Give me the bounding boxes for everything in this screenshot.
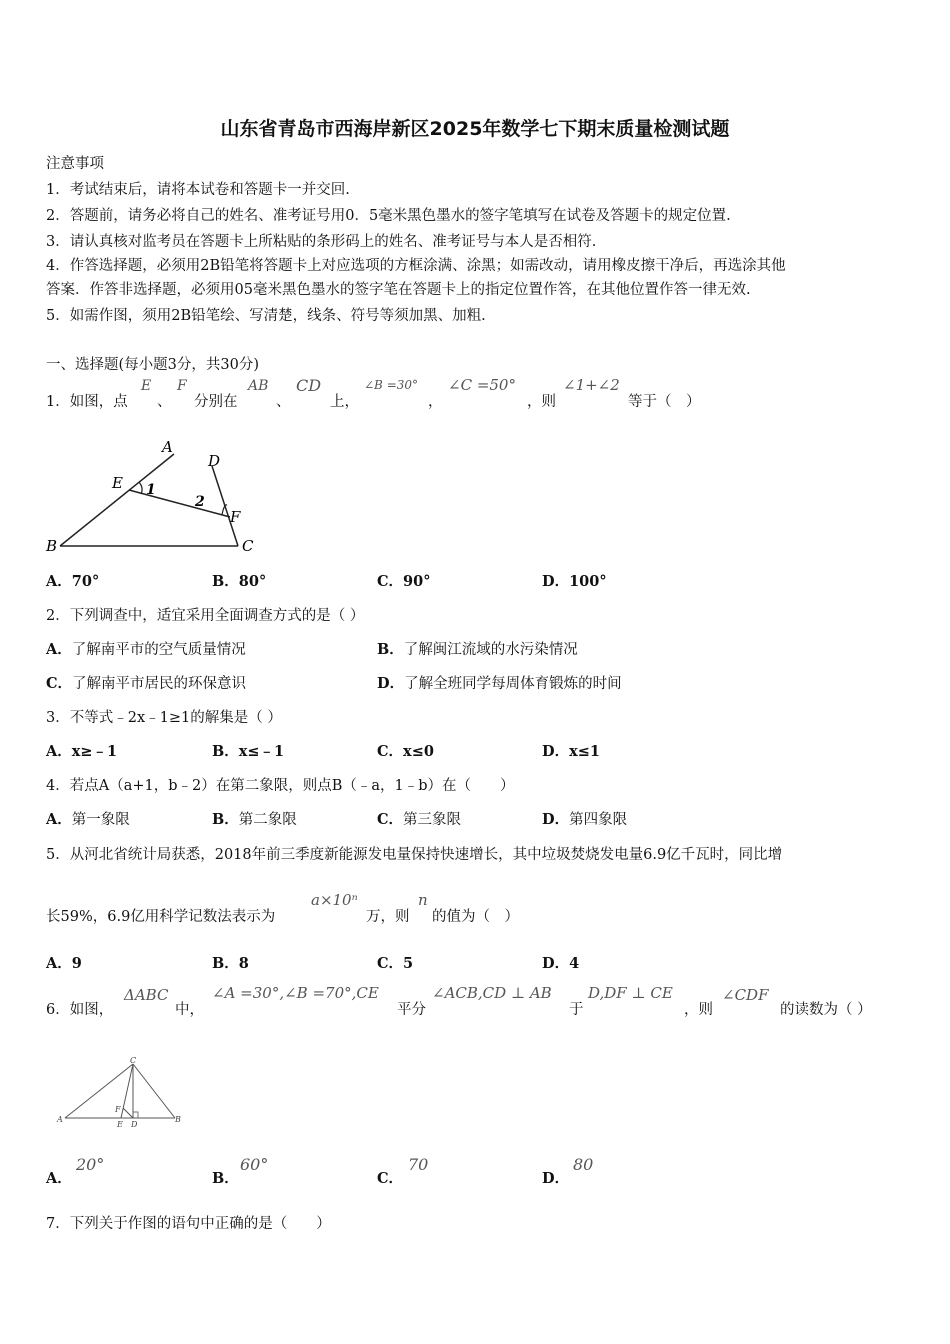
section-heading: 一、选择题(每小题3分，共30分) xyxy=(46,357,259,373)
q3-option-c[interactable]: C．x≤0 xyxy=(377,743,434,760)
q5-stem-part: 万，则 xyxy=(366,909,410,925)
label-angle-2: 2 xyxy=(195,494,205,510)
line-ab xyxy=(60,454,174,546)
q2-option-c[interactable]: C．了解南平市居民的环保意识 xyxy=(46,675,247,692)
q6-option-a-value[interactable]: 20° xyxy=(76,1155,105,1174)
label-e: E xyxy=(117,1120,123,1129)
q6-stem-part: ，则 xyxy=(684,1002,713,1018)
q6-option-d-value[interactable]: 80 xyxy=(573,1155,594,1174)
q4-option-d[interactable]: D．第四象限 xyxy=(542,811,628,828)
label-b: B xyxy=(175,1115,181,1124)
q1-figure xyxy=(40,432,270,556)
q6-condition-3: D,DF ⊥ CE xyxy=(588,984,673,1002)
q4-option-a[interactable]: A．第一象限 xyxy=(46,811,130,828)
q3-stem: 3．不等式﹣2x﹣1≥1的解集是（ ） xyxy=(46,710,282,726)
q1-sep: 、 xyxy=(157,394,172,410)
label-a: A xyxy=(57,1115,63,1124)
q1-segment-ab: AB xyxy=(248,378,269,394)
notice-item: 5．如需作图，须用2B铅笔绘、写清楚，线条、符号等须加黑、加粗. xyxy=(46,308,486,324)
label-a: A xyxy=(162,438,173,456)
q1-point-e: E xyxy=(141,378,152,394)
q6-triangle: ΔABC xyxy=(124,986,169,1004)
q1-stem-part: 分别在 xyxy=(194,394,238,410)
line-df xyxy=(123,1108,133,1118)
q5-option-b[interactable]: B．8 xyxy=(212,955,249,972)
q4-option-c[interactable]: C．第三象限 xyxy=(377,811,462,828)
page-title: 山东省青岛市西海岸新区2025年数学七下期末质量检测试题 xyxy=(220,118,730,140)
label-e: E xyxy=(112,474,123,492)
q5-var-n: n xyxy=(418,891,428,909)
q2-option-d[interactable]: D．了解全班同学每周体育锻炼的时间 xyxy=(377,675,622,692)
q1-angle-c: ∠C =50° xyxy=(448,376,516,394)
q6-option-a-label[interactable]: A． xyxy=(46,1170,72,1187)
q5-option-d[interactable]: D．4 xyxy=(542,955,580,972)
notice-item: 2．答题前，请务必将自己的姓名、准考证号用0．5毫米黑色墨水的签字笔填写在试卷及答题卡的规定位置. xyxy=(46,208,731,224)
q6-option-c-value[interactable]: 70 xyxy=(408,1155,429,1174)
q1-stem-part: 上， xyxy=(330,394,359,410)
label-angle-1: 1 xyxy=(146,482,156,498)
q6-stem-part: 6．如图， xyxy=(46,1002,114,1018)
q1-point-f: F xyxy=(177,378,187,394)
q7-stem: 7．下列关于作图的语句中正确的是（ ） xyxy=(46,1216,331,1232)
q1-stem-part: 1．如图，点 xyxy=(46,394,128,410)
q1-option-b[interactable]: B．80° xyxy=(212,573,267,590)
q5-option-a[interactable]: A．9 xyxy=(46,955,82,972)
line-bc xyxy=(133,1064,175,1118)
q1-option-c[interactable]: C．90° xyxy=(377,573,431,590)
label-d: D xyxy=(131,1120,138,1129)
q1-segment-cd: CD xyxy=(296,376,322,395)
q1-stem-part: 等于（ ） xyxy=(628,394,701,410)
q6-option-b-value[interactable]: 60° xyxy=(240,1155,269,1174)
q5-expression: a×10ⁿ xyxy=(311,891,358,909)
q6-option-c-label[interactable]: C． xyxy=(377,1170,404,1187)
line-ef xyxy=(129,490,230,517)
q1-option-a[interactable]: A．70° xyxy=(46,573,100,590)
q6-stem-part: 平分 xyxy=(397,1002,426,1018)
q2-stem: 2．下列调查中，适宜采用全面调查方式的是（ ） xyxy=(46,608,365,624)
q3-option-a[interactable]: A．x≥﹣1 xyxy=(46,743,118,760)
notice-item: 3．请认真核对监考员在答题卡上所粘贴的条形码上的姓名、准考证号与本人是否相符. xyxy=(46,234,597,250)
notice-heading: 注意事项 xyxy=(46,156,104,172)
q5-option-c[interactable]: C．5 xyxy=(377,955,414,972)
q5-stem-line1: 5．从河北省统计局获悉，2018年前三季度新能源发电量保持快速增长，其中垃圾焚烧发电量6.9亿千瓦时，同比增 xyxy=(46,847,783,863)
notice-item: 1．考试结束后，请将本试卷和答题卡一并交回. xyxy=(46,182,350,198)
q1-stem-part: ，则 xyxy=(527,394,556,410)
label-b: B xyxy=(46,537,58,555)
q1-angle-b: ∠B =30° xyxy=(364,378,419,392)
q6-option-d-label[interactable]: D． xyxy=(542,1170,570,1187)
q4-stem: 4．若点A（a+1，b﹣2）在第二象限，则点B（﹣a，1﹣b）在（ ） xyxy=(46,778,515,794)
q6-stem-part: 的读数为（ ） xyxy=(780,1002,872,1018)
label-d: D xyxy=(208,452,221,470)
notice-item: 4．作答选择题，必须用2B铅笔将答题卡上对应选项的方框涂满、涂黑；如需改动，请用橡皮擦干净后，再选涂其他 xyxy=(46,258,786,274)
q5-stem-part: 的值为（ ） xyxy=(432,909,519,925)
notice-item: 答案．作答非选择题，必须用05毫米黑色墨水的签字笔在答题卡上的指定位置作答，在其他位置作答一律无效. xyxy=(46,282,751,298)
q2-option-b[interactable]: B．了解闽江流域的水污染情况 xyxy=(377,641,578,658)
q6-figure xyxy=(55,1056,185,1130)
label-c: C xyxy=(130,1056,137,1065)
q1-option-d[interactable]: D．100° xyxy=(542,573,607,590)
q1-angle-sum: ∠1+∠2 xyxy=(563,376,620,394)
q6-condition-1: ∠A =30°,∠B =70°,CE xyxy=(212,984,379,1002)
label-f: F xyxy=(230,508,241,526)
q6-stem-part: 于 xyxy=(569,1002,584,1018)
label-c: C xyxy=(242,537,254,555)
q6-condition-2: ∠ACB,CD ⊥ AB xyxy=(432,984,552,1002)
q6-stem-part: 中， xyxy=(175,1002,204,1018)
q3-option-d[interactable]: D．x≤1 xyxy=(542,743,600,760)
q2-option-a[interactable]: A．了解南平市的空气质量情况 xyxy=(46,641,246,658)
q4-option-b[interactable]: B．第二象限 xyxy=(212,811,297,828)
right-angle-mark xyxy=(133,1112,138,1118)
q3-option-b[interactable]: B．x≤﹣1 xyxy=(212,743,285,760)
q1-sep: 、 xyxy=(276,394,291,410)
q6-option-b-label[interactable]: B． xyxy=(212,1170,239,1187)
q6-angle: ∠CDF xyxy=(722,986,769,1004)
q5-stem-part: 长59%，6.9亿用科学记数法表示为 xyxy=(46,909,276,925)
q1-comma: ， xyxy=(428,394,443,410)
label-f: F xyxy=(115,1105,121,1114)
